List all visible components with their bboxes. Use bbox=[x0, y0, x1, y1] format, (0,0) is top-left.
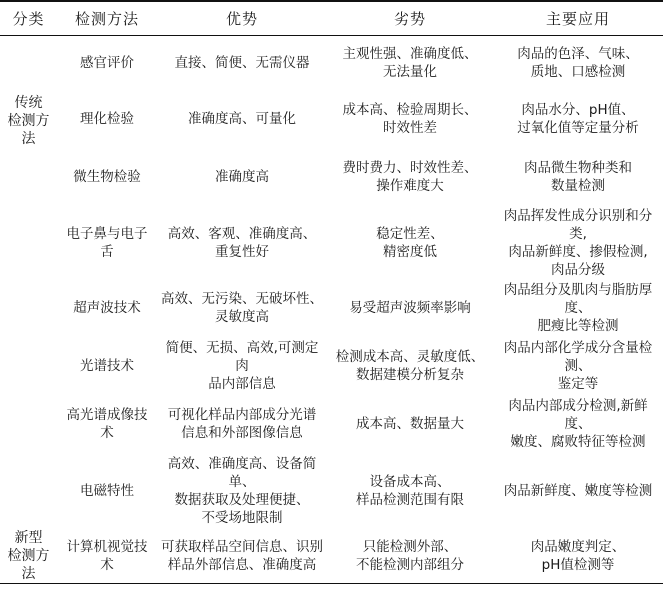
disadvantage-cell: 成本高、检验周期长、 时效性差 bbox=[342, 102, 478, 136]
application-cell: 肉品的色泽、气味、 质地、口感检测 bbox=[517, 46, 639, 81]
method-cell: 理化检验 bbox=[80, 111, 134, 127]
table-row bbox=[0, 35, 663, 91]
method-cell: 电子鼻与电子舌 bbox=[66, 226, 148, 260]
advantage-cell: 准确度高 bbox=[215, 169, 269, 185]
method-cell: 微生物检验 bbox=[73, 169, 141, 185]
table-row bbox=[0, 279, 663, 337]
application-cell: 肉品水分、pH值、 过氧化值等定量分析 bbox=[517, 102, 639, 136]
table-row bbox=[0, 337, 663, 395]
header-advantage: 优势 bbox=[157, 1, 327, 35]
category-blank bbox=[0, 207, 57, 529]
disadvantage-cell: 费时费力、时效性差、 操作难度大 bbox=[342, 160, 478, 194]
table-row bbox=[0, 207, 663, 279]
advantage-cell: 高效、无污染、无破坏性、 灵敏度高 bbox=[161, 291, 323, 325]
category-traditional: 传统 检测方法 bbox=[7, 95, 50, 148]
method-cell: 感官评价 bbox=[80, 55, 134, 72]
disadvantage-cell: 主观性强、准确度低、 无法量化 bbox=[342, 46, 478, 81]
advantage-cell: 可获取样品空间信息、识别 样品外部信息、准确度高 bbox=[157, 529, 327, 584]
header-method: 检测方法 bbox=[57, 1, 157, 35]
header-application: 主要应用 bbox=[493, 1, 663, 35]
advantage-cell: 高效、客观、准确度高、 重复性好 bbox=[167, 226, 317, 260]
disadvantage-cell: 易受超声波频率影响 bbox=[349, 300, 471, 316]
method-cell: 高光谱成像技术 bbox=[66, 407, 148, 441]
header-disadvantage: 劣势 bbox=[327, 1, 493, 35]
disadvantage-cell: 设备成本高、 样品检测范围有限 bbox=[356, 474, 464, 508]
table-row bbox=[0, 395, 663, 453]
method-cell: 光谱技术 bbox=[80, 358, 134, 374]
application-cell: 肉品新鲜度、嫩度等检测 bbox=[503, 483, 653, 499]
application-cell: 肉品嫩度判定、 pH值检测等 bbox=[493, 529, 663, 584]
advantage-cell: 可视化样品内部成分光谱 信息和外部图像信息 bbox=[167, 407, 317, 441]
advantage-cell: 高效、准确度高、设备简单、 数据获取及处理便捷、 不受场地限制 bbox=[167, 456, 317, 526]
method-cell: 计算机视觉技术 bbox=[57, 529, 157, 584]
disadvantage-cell: 成本高、数据量大 bbox=[356, 416, 464, 432]
application-cell: 肉品挥发性成分识别和分类, 肉品新鲜度、掺假检测, 肉品分级 bbox=[503, 208, 653, 278]
table-row bbox=[0, 529, 663, 584]
method-cell: 电磁特性 bbox=[80, 483, 134, 499]
application-cell: 肉品微生物种类和 数量检测 bbox=[524, 160, 632, 194]
table-row bbox=[0, 91, 663, 147]
disadvantage-cell: 检测成本高、灵敏度低、 数据建模分析复杂 bbox=[335, 349, 485, 383]
category-novel: 新型 检测方法 bbox=[0, 529, 57, 584]
application-cell: 肉品组分及肌肉与脂肪厚度、 肥瘦比等检测 bbox=[503, 282, 653, 334]
header-category: 分类 bbox=[0, 1, 57, 35]
table-row bbox=[0, 453, 663, 529]
application-cell: 肉品内部成分检测,新鲜度、 嫩度、腐败特征等检测 bbox=[508, 398, 648, 450]
advantage-cell: 直接、简便、无需仪器 bbox=[174, 55, 310, 72]
disadvantage-cell: 只能检测外部、 不能检测内部组分 bbox=[327, 529, 493, 584]
disadvantage-cell: 稳定性差、 精密度低 bbox=[376, 226, 444, 260]
advantage-cell: 简便、无损、高效,可测定肉 品内部信息 bbox=[165, 340, 319, 392]
application-cell: 肉品内部化学成分含量检测、 鉴定等 bbox=[503, 340, 653, 392]
table-row bbox=[0, 147, 663, 207]
table-body bbox=[0, 35, 663, 584]
advantage-cell: 准确度高、可量化 bbox=[188, 111, 296, 127]
table-header-row bbox=[0, 1, 663, 35]
method-cell: 超声波技术 bbox=[73, 300, 141, 316]
